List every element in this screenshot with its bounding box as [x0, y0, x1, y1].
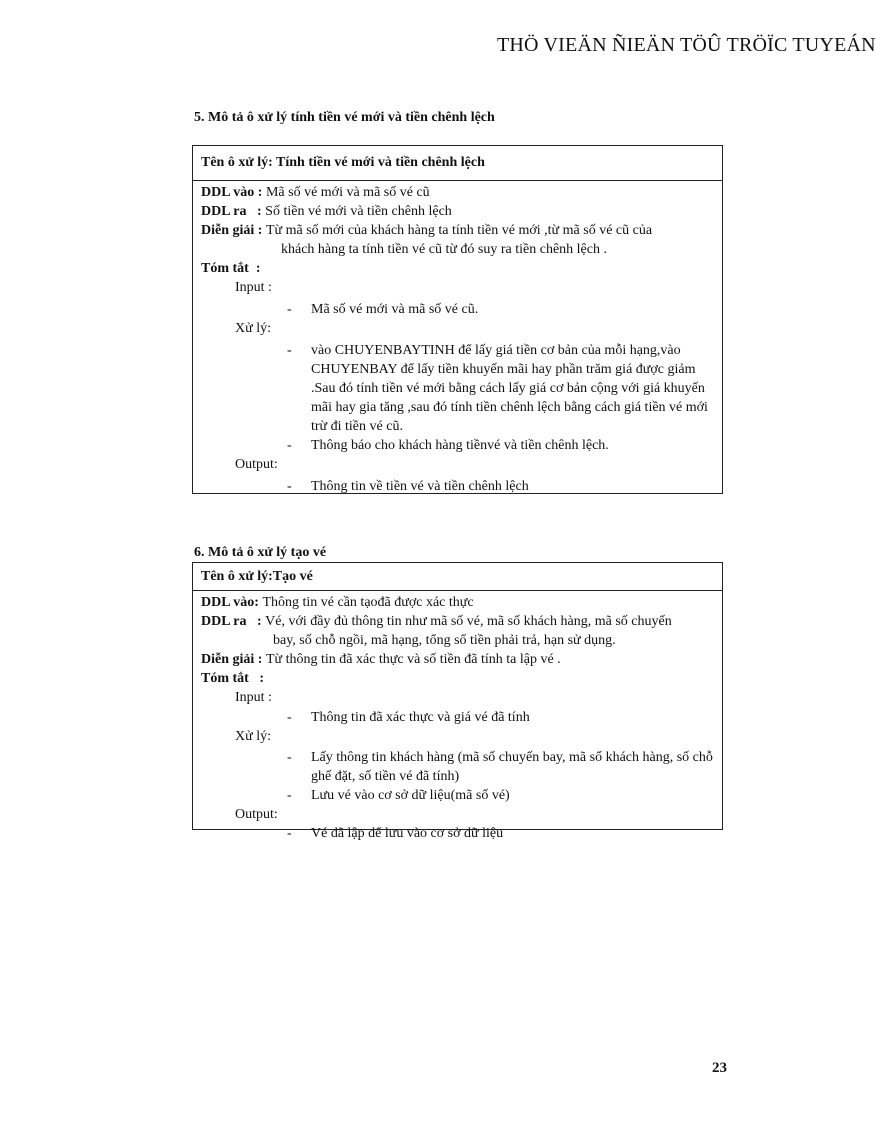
process-label: Xử lý: [235, 729, 271, 744]
section6-box-body [193, 591, 722, 843]
explain-row [201, 650, 714, 669]
explain-value: Từ thông tin đã xác thực và số tiền đã tính ta lập vé . [265, 652, 561, 667]
bullet-dash: - [287, 826, 292, 841]
ddl-in-value: Mã số vé mới và mã số vé cũ [265, 185, 430, 200]
ddl-out-row [201, 612, 714, 631]
bullet-dash: - [287, 479, 292, 494]
header-watermark: THÖ VIEÄN ÑIEÄN TÖÛ TRÖÏC TUYEÁN [497, 34, 876, 56]
bullet-dash: - [287, 343, 292, 358]
input-label: Input : [235, 280, 272, 295]
explain-label: Diễn giải : [201, 652, 266, 667]
input-item: Mã số vé mới và mã số vé cũ. [311, 302, 479, 317]
ddl-in-row [201, 593, 714, 612]
list-item [201, 824, 714, 843]
explain-row [201, 221, 714, 240]
list-item [201, 300, 714, 319]
input-item: Thông tin đã xác thực và giá vé đã tính [311, 710, 530, 725]
bullet-dash: - [287, 302, 292, 317]
section5-heading: 5. Mô tả ô xử lý tính tiền vé mới và tiền chênh lệch [194, 110, 495, 125]
bullet-dash: - [287, 750, 292, 765]
list-item [201, 341, 714, 436]
output-item: Thông tin về tiền vé và tiền chênh lệch [311, 479, 529, 494]
process-label: Xử lý: [235, 321, 271, 336]
bullet-dash: - [287, 710, 292, 725]
ddl-in-value: Thông tin vé cần tạođã được xác thực [262, 595, 474, 610]
ddl-in-label: DDL vào : [201, 185, 266, 200]
process-item: Lưu vé vào cơ sở dữ liệu(mã số vé) [311, 788, 510, 803]
ddl-out-label: DDL ra : [201, 204, 266, 219]
ddl-in-label: DDL vào: [201, 595, 263, 610]
list-item [201, 786, 714, 805]
section6-box [192, 562, 723, 841]
ddl-out-line1: Vé, với đầy đủ thông tin như mã số vé, mã số khách hàng, mã số chuyến [265, 614, 672, 629]
explain-line2: khách hàng ta tính tiền vé cũ từ đó suy ra tiền chênh lệch . [281, 242, 607, 257]
section5-box-body [193, 181, 722, 496]
list-item [201, 436, 714, 455]
section6-heading: 6. Mô tả ô xử lý tạo vé [194, 545, 327, 560]
output-item: Vé đã lập để lưu vào cơ sở dữ liệu [311, 826, 504, 841]
explain-label: Diễn giải : [201, 223, 266, 238]
section6-box-title: Tên ô xử lý:Tạo vé [193, 563, 722, 591]
bullet-dash: - [287, 788, 292, 803]
bullet-dash: - [287, 438, 292, 453]
ddl-in-row [201, 183, 714, 202]
explain-line1: Từ mã số mới của khách hàng ta tính tiền vé mới ,từ mã số vé cũ của [265, 223, 653, 238]
page-number: 23 [712, 1060, 727, 1076]
summary-label: Tóm tắt : [201, 671, 264, 686]
output-label: Output: [235, 807, 278, 822]
process-item: vào CHUYENBAYTINH để lấy giá tiền cơ bản của mỗi hạng,vào CHUYENBAY để lấy tiền khuyến mãi hay phần trăm giá được giảm .Sau đó tính tiền vé mới bằng cách lấy giá cơ bản cộng với giá khuyến mãi hay gia tăng ,sau đó tính tiền chênh lệch bằng cách giá tiền vé mới trừ đi tiền vé cũ. [311, 343, 708, 434]
section5-box-title: Tên ô xử lý: Tính tiền vé mới và tiền chênh lệch [193, 146, 722, 181]
output-label: Output: [235, 457, 278, 472]
ddl-out-row [201, 202, 714, 221]
input-label: Input : [235, 690, 272, 705]
ddl-out-line2: bay, số chỗ ngồi, mã hạng, tổng số tiền phải trả, hạn sử dụng. [273, 633, 616, 648]
process-item: Lấy thông tin khách hàng (mã số chuyến bay, mã số khách hàng, số chỗ ghế đặt, số tiền vé đã tính) [311, 750, 713, 784]
process-item: Thông báo cho khách hàng tiềnvé và tiền chênh lệch. [311, 438, 609, 453]
ddl-out-label: DDL ra : [201, 614, 266, 629]
list-item [201, 477, 714, 496]
summary-label: Tóm tắt : [201, 261, 261, 276]
section5-box [192, 145, 723, 494]
list-item [201, 748, 714, 786]
list-item [201, 708, 714, 727]
ddl-out-value: Số tiền vé mới và tiền chênh lệch [265, 204, 452, 219]
